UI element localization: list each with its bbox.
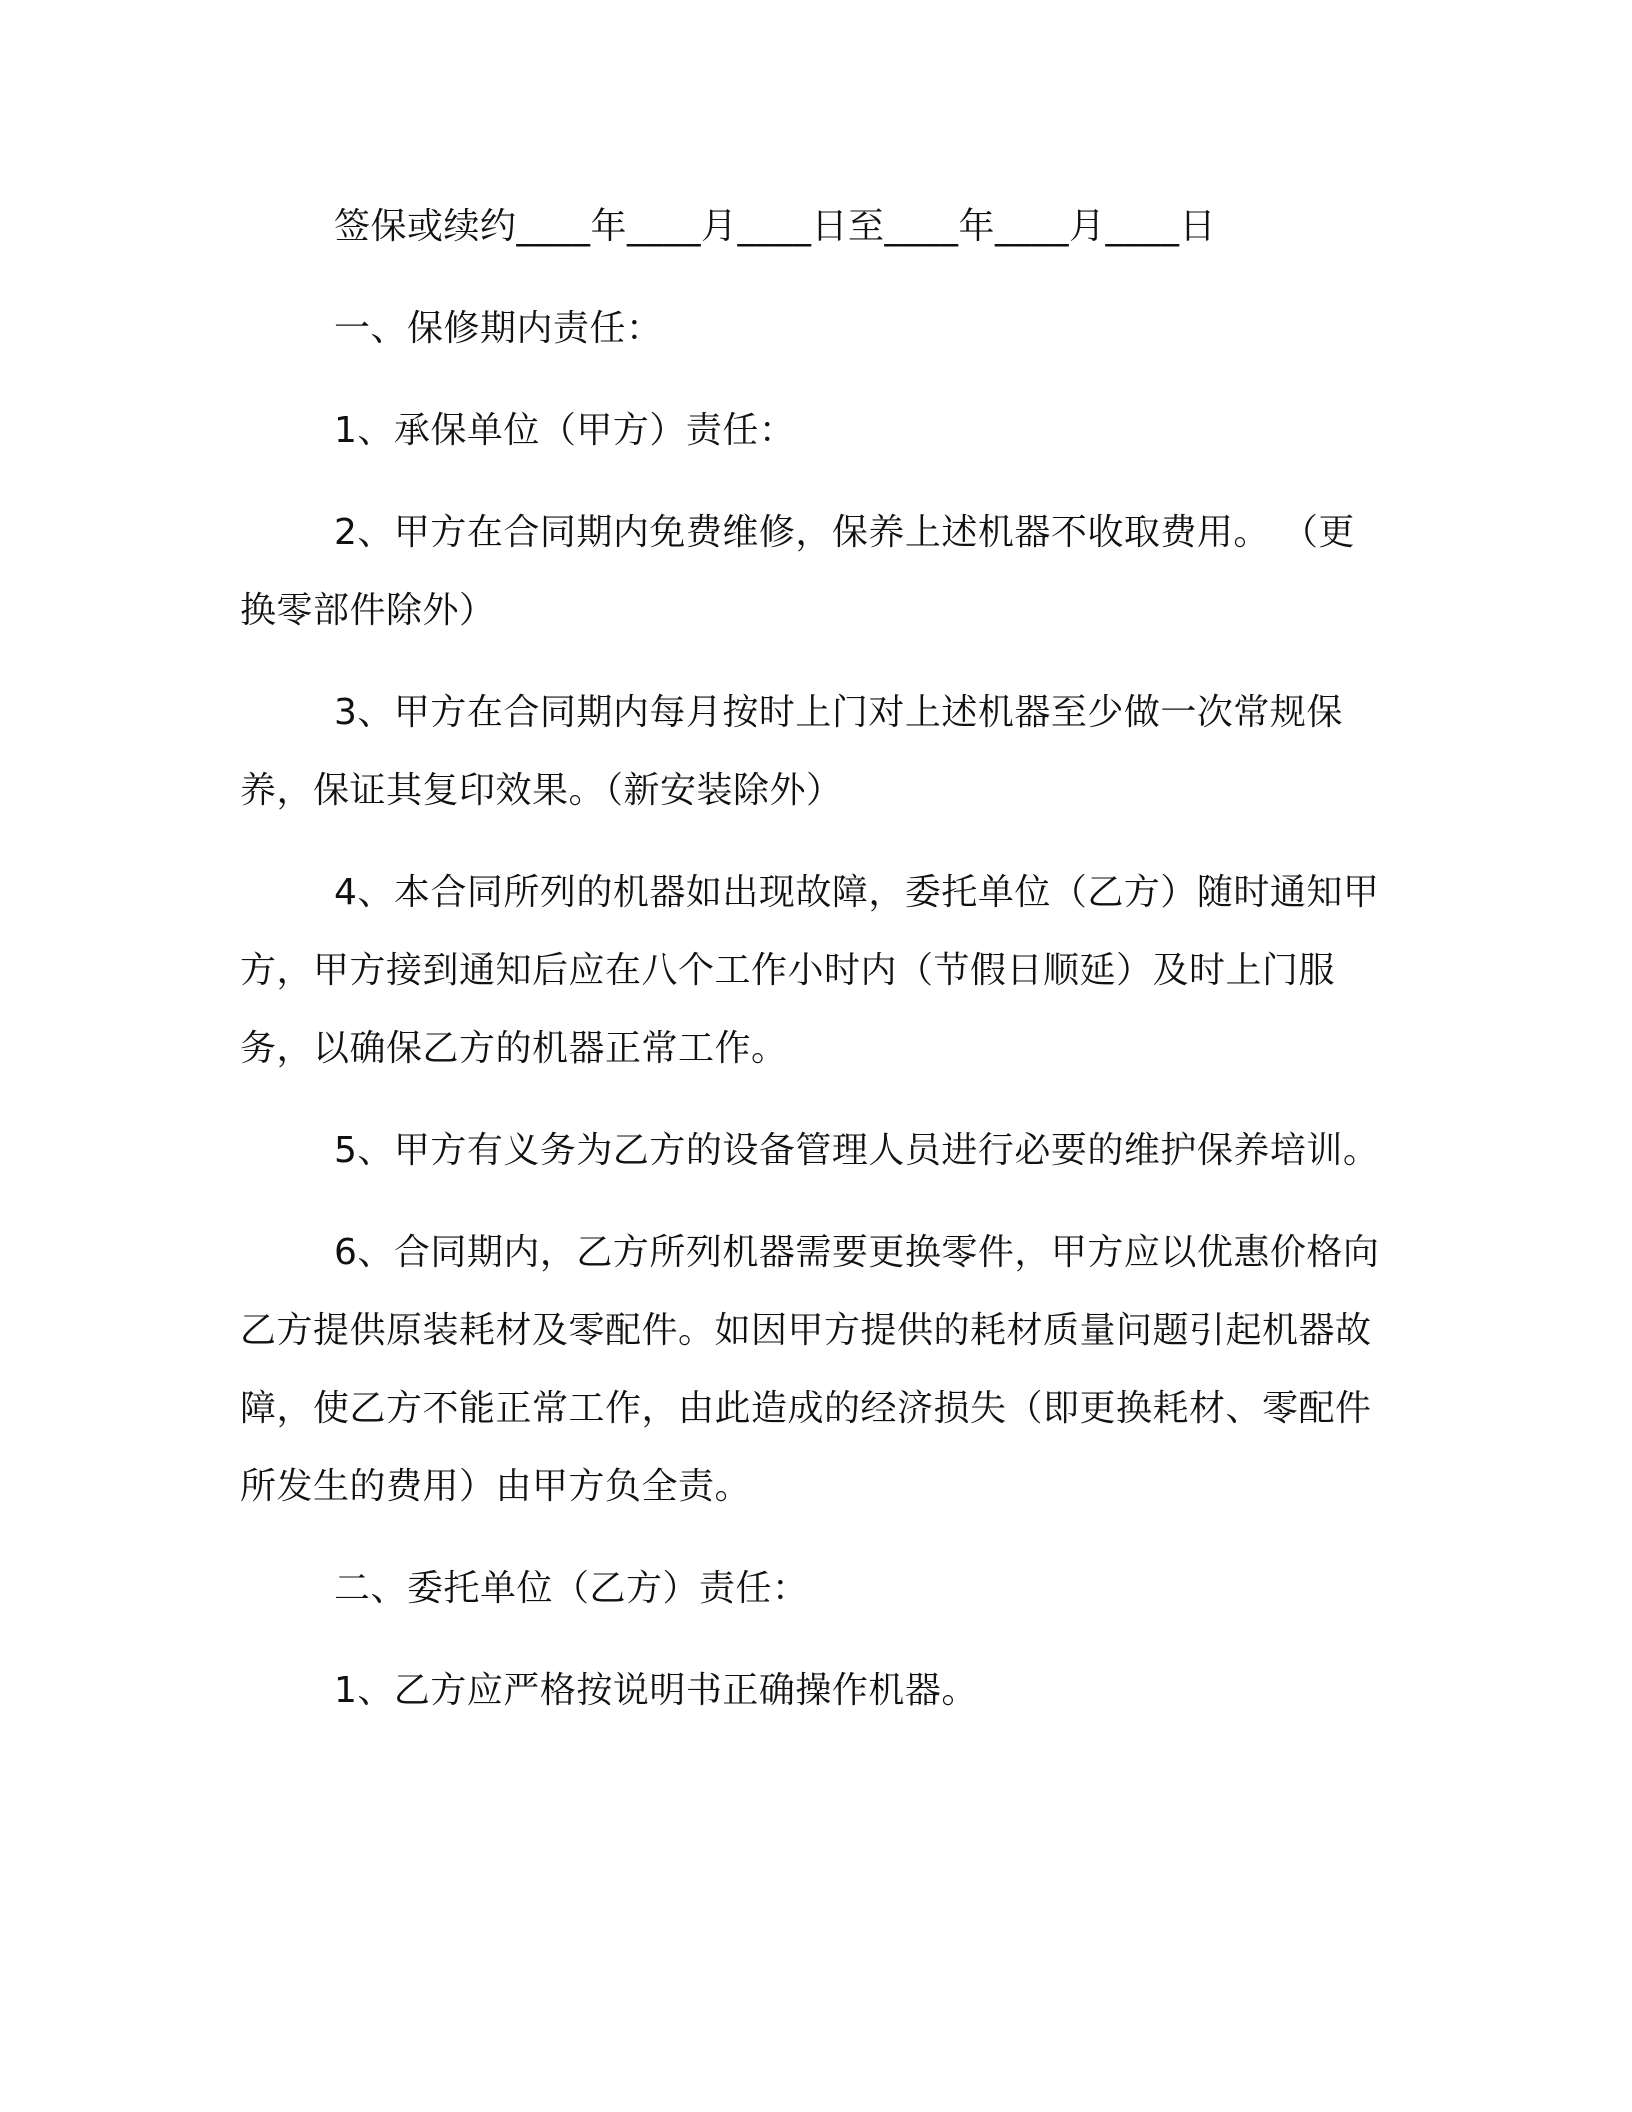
document-body — [240, 188, 1380, 1730]
clause-1-2: 2、甲方在合同期内免费维修，保养上述机器不收取费用。 （更换零部件除外） — [240, 512, 1355, 631]
contract-period-line: 签保或续约____年____月____日至____年____月____日 — [334, 206, 1217, 247]
clause-1-6: 6、合同期内，乙方所列机器需要更换零件，甲方应以优惠价格向乙方提供原装耗材及零配件。如因甲方提供的耗材质量问题引起机器故障，使乙方不能正常工作，由此造成的经济损失（即更换耗材、零配件所发生的费用）由甲方负全责。 — [240, 1232, 1380, 1507]
clause-2-1: 1、乙方应严格按说明书正确操作机器。 — [334, 1670, 978, 1711]
section-heading-2: 二、委托单位（乙方）责任： — [334, 1568, 809, 1609]
clause-1-3: 3、甲方在合同期内每月按时上门对上述机器至少做一次常规保养，保证其复印效果。（新安装除外） — [240, 692, 1343, 811]
section-heading-1: 一、保修期内责任： — [334, 308, 663, 349]
clause-1-5: 5、甲方有义务为乙方的设备管理人员进行必要的维护保养培训。 — [334, 1130, 1380, 1171]
clause-1-1: 1、承保单位（甲方）责任： — [334, 410, 796, 451]
clause-1-4: 4、本合同所列的机器如出现故障，委托单位（乙方）随时通知甲方，甲方接到通知后应在八个工作小时内（节假日顺延）及时上门服务，以确保乙方的机器正常工作。 — [240, 872, 1380, 1069]
